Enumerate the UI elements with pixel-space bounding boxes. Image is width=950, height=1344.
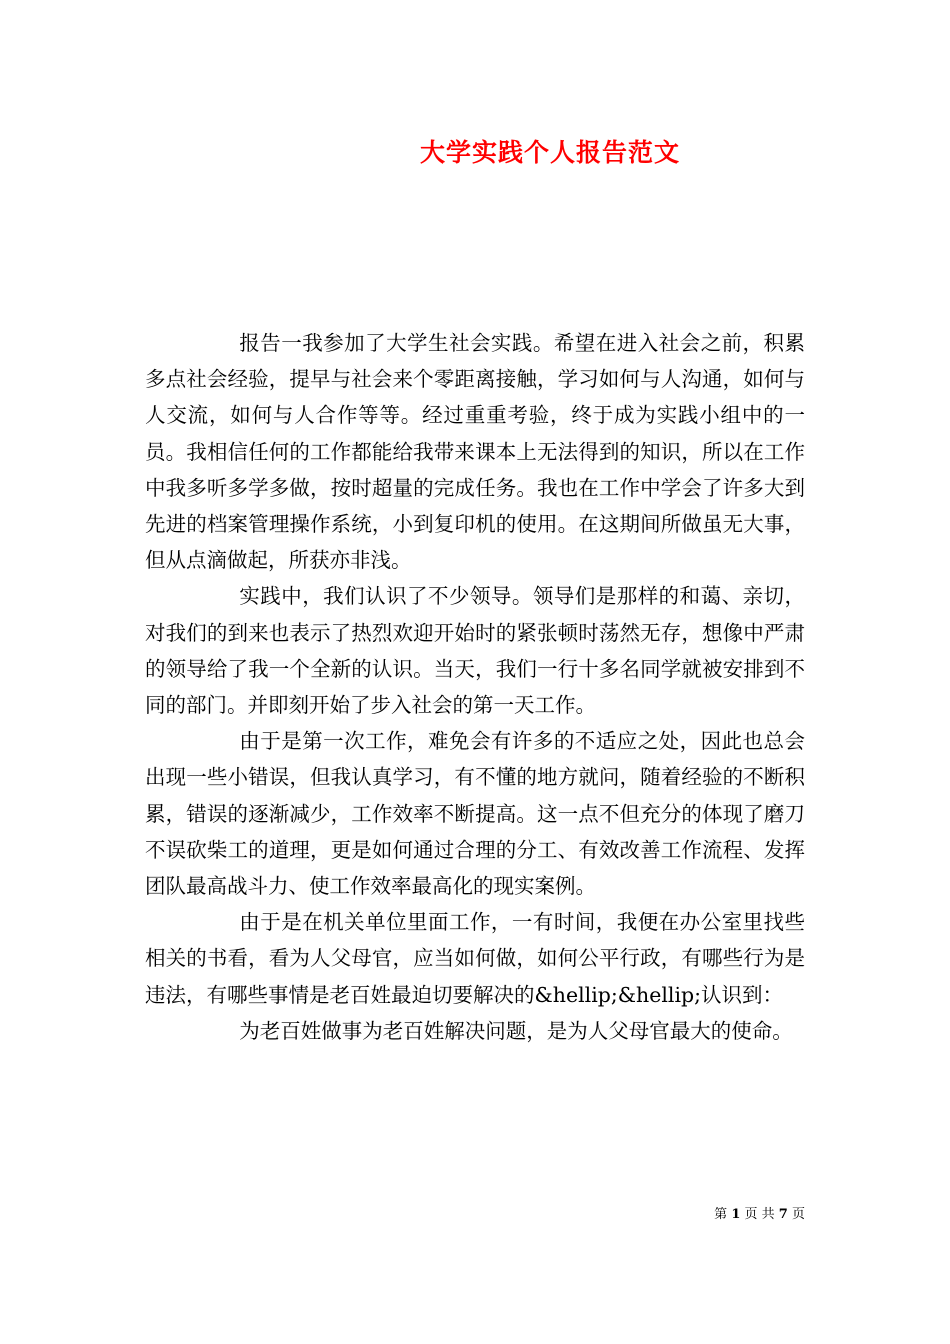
paragraph: 为老百姓做事为老百姓解决问题，是为人父母官最大的使命。 bbox=[239, 1018, 793, 1043]
current-page-number: 1 bbox=[731, 1207, 741, 1222]
document-title: 大学实践个人报告范文 bbox=[419, 138, 680, 167]
paragraph: 由于是第一次工作，难免会有许多的不适应之处，因此也总会出现一些小错误，但我认真学习，有不懂的地方就问，随着经验的不断积累，错误的逐渐减少，工作效率不断提高。这一点不但充分的体现了磨刀不误砍柴工的道理，更是如何通过合理的分工、有效改善工作流程、发挥团队最高战斗力、使工作效率最高化的现实案例。 bbox=[145, 729, 805, 899]
footer-suffix: 页 bbox=[791, 1207, 805, 1222]
page-footer bbox=[714, 1203, 805, 1222]
total-pages-number: 7 bbox=[778, 1207, 788, 1222]
paragraph: 报告一我参加了大学生社会实践。希望在进入社会之前，积累多点社会经验，提早与社会来个零距离接触，学习如何与人沟通，如何与人交流，如何与人合作等等。经过重重考验，终于成为实践小组中的一员。我相信任何的工作都能给我带来课本上无法得到的知识，所以在工作中我多听多学多做，按时超量的完成任务。我也在工作中学会了许多大到先进的档案管理操作系统，小到复印机的使用。在这期间所做虽无大事，但从点滴做起，所获亦非浅。 bbox=[145, 331, 805, 573]
paragraph: 实践中，我们认识了不少领导。领导们是那样的和蔼、亲切，对我们的到来也表示了热烈欢迎开始时的紧张顿时荡然无存，想像中严肃的领导给了我一个全新的认识。当天，我们一行十多名同学就被安排到不同的部门。并即刻开始了步入社会的第一天工作。 bbox=[145, 584, 805, 718]
footer-prefix: 第 bbox=[714, 1207, 728, 1222]
paragraph: 由于是在机关单位里面工作，一有时间，我便在办公室里找些相关的书看，看为人父母官，应当如何做，如何公平行政，有哪些行为是违法，有哪些事情是老百姓最迫切要解决的&hellip;&hellip;认识到： bbox=[145, 910, 805, 1007]
document-body bbox=[145, 325, 805, 1049]
footer-middle: 页 共 bbox=[744, 1207, 775, 1222]
